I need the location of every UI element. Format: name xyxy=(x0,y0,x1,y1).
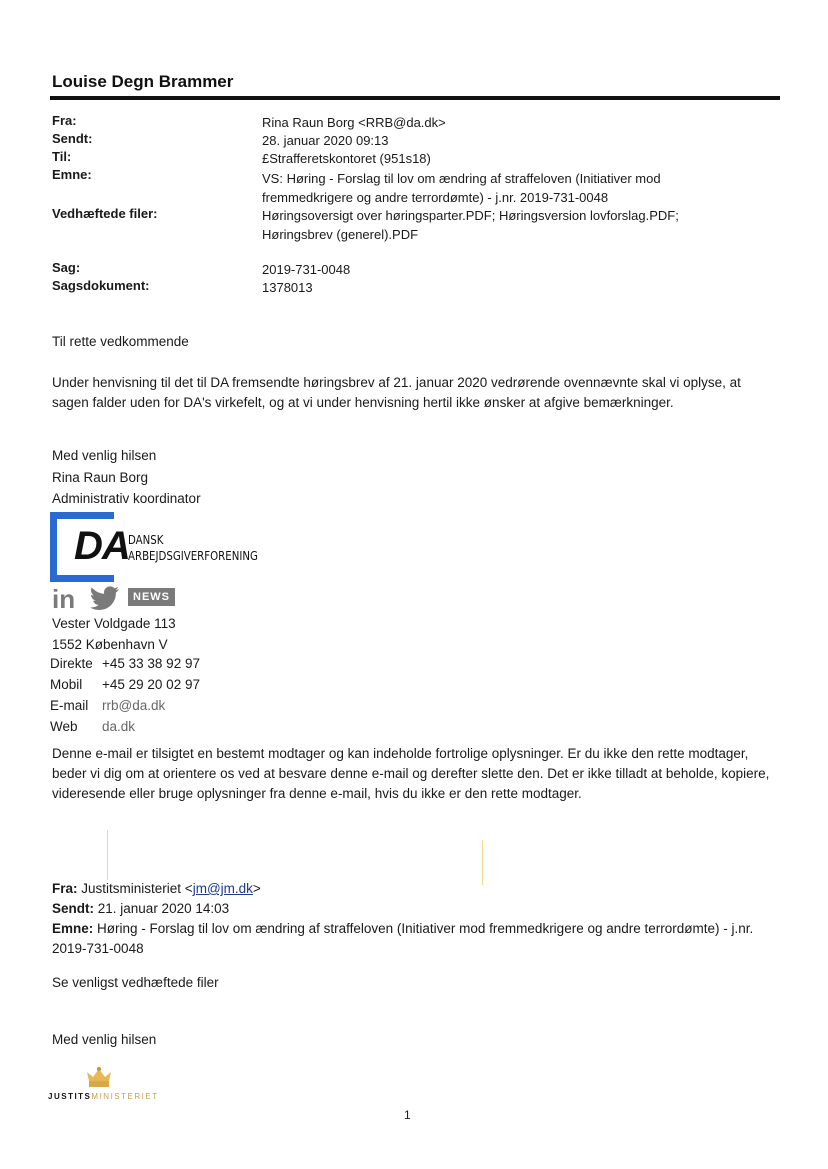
fwd-from-value: Justitsministeriet < xyxy=(81,881,193,896)
phone-direct-value: +45 33 38 92 97 xyxy=(102,656,200,671)
disclaimer: Denne e-mail er tilsigtet en bestemt modtager og kan indeholde fortrolige oplysninger. Er du ikke den rette modtager, beder vi dig om at orientere os ved at besvare denne e-mail og derefter slette den. Det er ikke tilladt at beholde, kopiere, videresende eller bruge oplysninger fra denne e-mail, hvis du ikke er den rette modtager. xyxy=(52,746,770,801)
fwd-subject-value: Høring - Forslag til lov om ændring af straffeloven (Initiativer mod fremmedkrigere og andre terrordømte) - j.nr. 2019-731-0048 xyxy=(52,921,754,956)
fwd-closing: Med venlig hilsen xyxy=(52,1032,157,1047)
news-badge[interactable]: NEWS xyxy=(128,588,175,606)
fwd-from-label: Fra: xyxy=(52,881,78,896)
da-logo-line2: ARBEJDSGIVERFORENING xyxy=(128,549,258,563)
ministry-part1: JUSTITS xyxy=(48,1092,92,1101)
case-document-value: 1378013 xyxy=(262,280,313,295)
fwd-from-link[interactable]: jm@jm.dk xyxy=(192,881,253,896)
page-number: 1 xyxy=(404,1108,411,1122)
fwd-subject-line xyxy=(52,919,772,959)
phone-mobile-label: Mobil xyxy=(50,677,83,692)
attachments-label: Vedhæftede filer: xyxy=(52,206,158,221)
da-logo-line1: DANSK xyxy=(128,533,164,547)
to-value: £Strafferetskontoret (951s18) xyxy=(262,151,431,166)
address-street: Vester Voldgade 113 xyxy=(52,616,176,631)
case-value: 2019-731-0048 xyxy=(262,262,351,277)
twitter-icon[interactable] xyxy=(90,586,120,612)
fwd-sent-label: Sendt: xyxy=(52,901,94,916)
case-document-label: Sagsdokument: xyxy=(52,278,150,293)
scan-artifact xyxy=(107,830,108,880)
subject-label: Emne: xyxy=(52,167,92,182)
ministry-wordmark xyxy=(48,1092,159,1101)
phone-mobile-value: +45 29 20 02 97 xyxy=(102,677,200,692)
closing: Med venlig hilsen xyxy=(52,448,157,463)
case-label: Sag: xyxy=(52,260,81,275)
phone-direct-label: Direkte xyxy=(50,656,93,671)
sent-label: Sendt: xyxy=(52,131,93,146)
fwd-from-line xyxy=(52,879,261,899)
from-value: Rina Raun Borg <RRB@da.dk> xyxy=(262,115,446,130)
fwd-sent-value: 21. januar 2020 14:03 xyxy=(97,901,230,916)
da-logo-text xyxy=(128,532,258,564)
linkedin-icon[interactable]: in xyxy=(52,584,76,614)
ministry-part2: MINISTERIET xyxy=(91,1092,159,1101)
email-value[interactable]: rrb@da.dk xyxy=(102,698,166,713)
fwd-from-end: > xyxy=(252,881,261,896)
web-value[interactable]: da.dk xyxy=(102,719,136,734)
crown-icon xyxy=(86,1067,112,1094)
fwd-body: Se venligst vedhæftede filer xyxy=(52,975,219,990)
to-label: Til: xyxy=(52,149,72,164)
greeting: Til rette vedkommende xyxy=(52,334,189,349)
da-logo-mark: DA xyxy=(74,524,130,568)
sender-name: Louise Degn Brammer xyxy=(52,72,234,91)
web-label: Web xyxy=(50,719,78,734)
scan-artifact xyxy=(482,840,483,885)
sent-value: 28. januar 2020 09:13 xyxy=(262,133,389,148)
signer-name: Rina Raun Borg xyxy=(52,470,149,485)
address-city: 1552 København V xyxy=(52,637,168,652)
from-label: Fra: xyxy=(52,113,77,128)
subject-value: VS: Høring - Forslag til lov om ændring af straffeloven (Initiativer mod fremmedkrigere og andre terrordømte) - j.nr. 2019-731-0048 xyxy=(262,171,661,205)
header-rule xyxy=(50,96,780,100)
signer-title: Administrativ koordinator xyxy=(52,491,201,506)
fwd-subject-label: Emne: xyxy=(52,921,94,936)
fwd-sent-line xyxy=(52,899,229,919)
email-label: E-mail xyxy=(50,698,89,713)
body-paragraph: Under henvisning til det til DA fremsendte høringsbrev af 21. januar 2020 vedrørende ovennævnte skal vi oplyse, at sagen falder uden for DA's virkefelt, og at vi under henvisning hertil ikke ønsker at afgive bemærkninger. xyxy=(52,375,741,410)
attachments-value: Høringsoversigt over høringsparter.PDF; Høringsversion lovforslag.PDF; Høringsbrev (generel).PDF xyxy=(262,208,679,242)
